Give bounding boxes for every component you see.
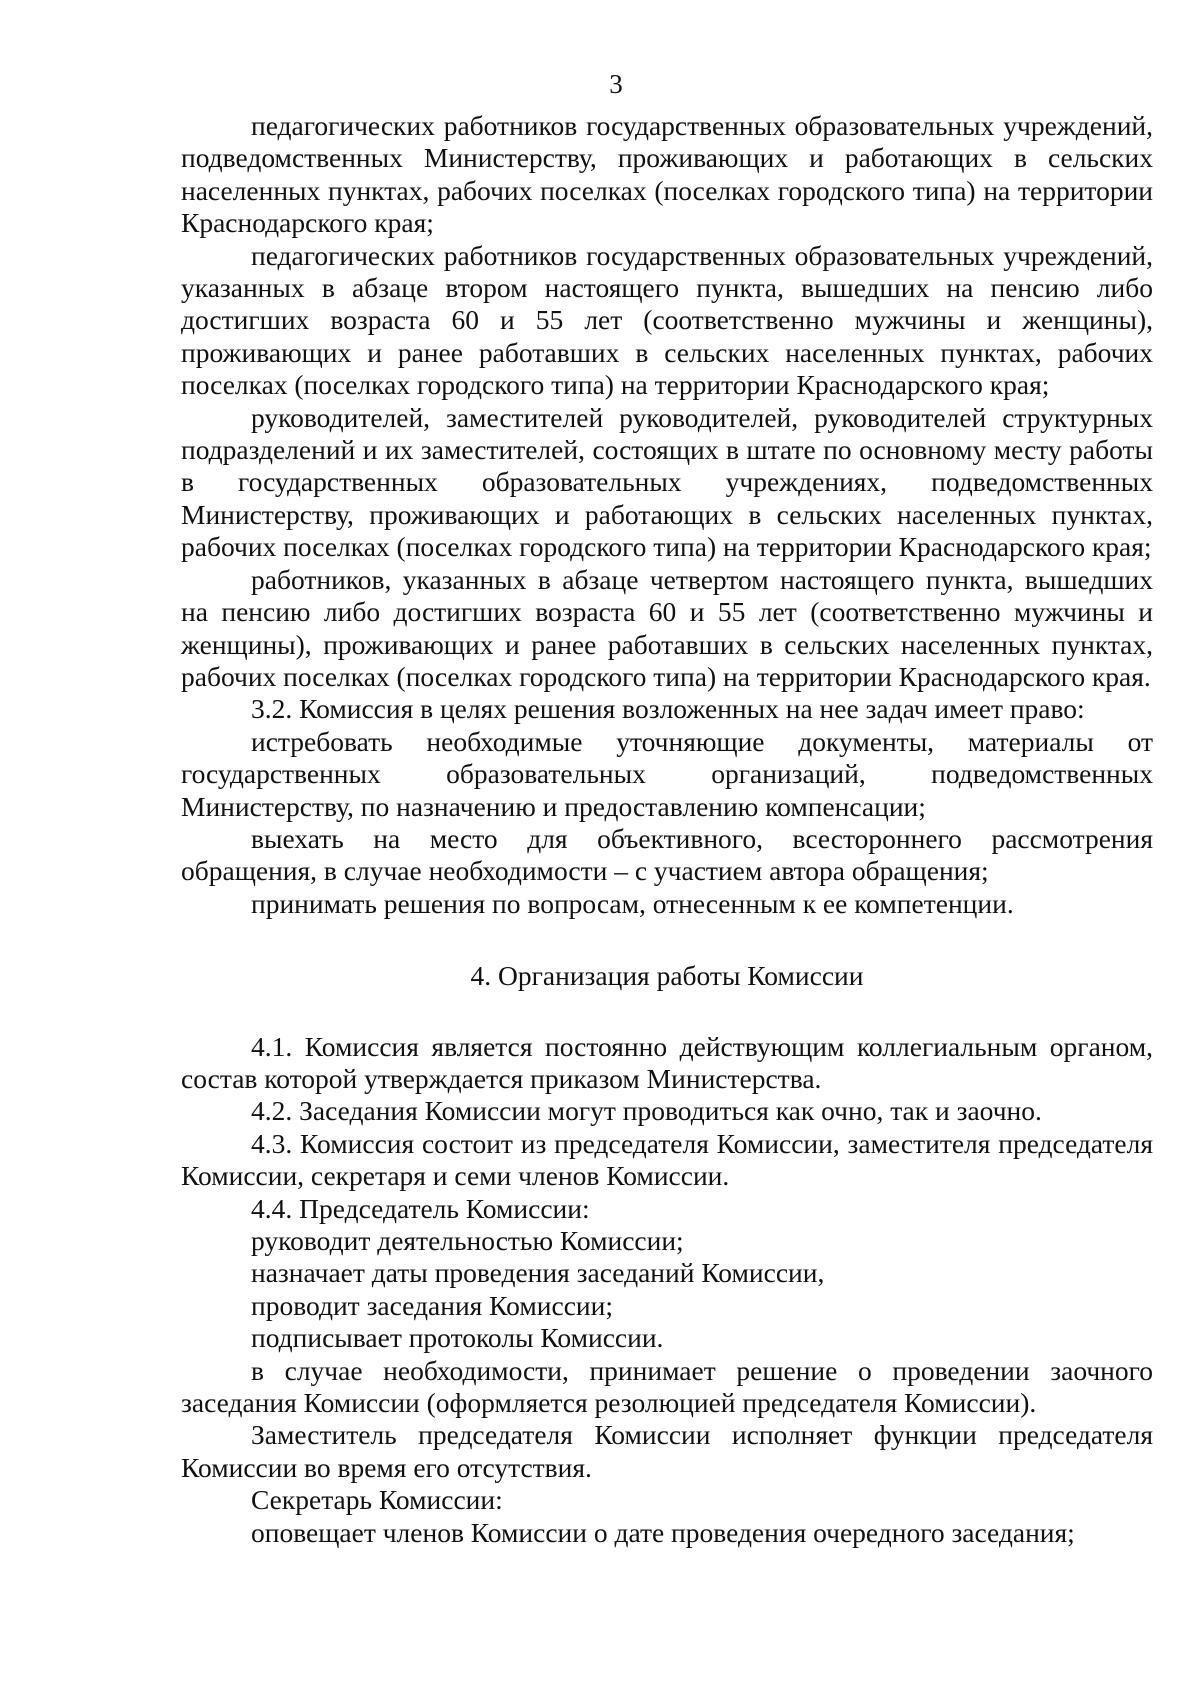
- paragraph: в случае необходимости, принимает решение о проведении заочного заседания Комиссии (оформляется резолюцией председателя Комиссии).: [181, 1354, 1153, 1419]
- document-body: [181, 110, 1153, 1549]
- paragraph: 4.2. Заседания Комиссии могут проводиться как очно, так и заочно.: [251, 1095, 1042, 1127]
- paragraph: 4.4. Председатель Комиссии:: [251, 1192, 590, 1224]
- paragraph: выехать на место для объективного, всестороннего рассмотрения обращения, в случае необходимости – с участием автора обращения;: [181, 822, 1153, 887]
- paragraph: руководителей, заместителей руководителей, руководителей структурных подразделений и их заместителей, состоящих в штате по основному месту работы в государственных образовательных учреждениях, подведомственных Министерству, проживающих и работающих в сельских населенных пунктах, рабочих поселках (поселках городского типа) на территории Краснодарского края;: [181, 401, 1153, 563]
- paragraph: руководит деятельностью Комиссии;: [251, 1225, 684, 1256]
- page-number: 3: [609, 69, 623, 99]
- paragraph: 4.1. Комиссия является постоянно действующим коллегиальным органом, состав которой утверждается приказом Министерства.: [181, 1030, 1153, 1094]
- paragraph: принимать решения по вопросам, отнесенным к ее компетенции.: [251, 887, 1014, 919]
- paragraph: работников, указанных в абзаце четвертом настоящего пункта, вышедших на пенсию либо достигших возраста 60 и 55 лет (соответственно мужчины и женщины), проживающих и ранее работавших в сельских населенных пунктах, рабочих поселках (поселках городского типа) на территории Краснодарского края.: [181, 563, 1153, 692]
- paragraph: истребовать необходимые уточняющие документы, материалы от государственных образовательных организаций, подведомственных Министерству, по назначению и предоставлению компенсации;: [181, 725, 1153, 822]
- paragraph: Секретарь Комиссии:: [251, 1484, 503, 1516]
- paragraph: Заместитель председателя Комиссии исполняет функции председателя Комиссии во время его отсутствия.: [181, 1419, 1153, 1483]
- paragraph: педагогических работников государственных образовательных учреждений, указанных в абзаце втором настоящего пункта, вышедших на пенсию либо достигших возраста 60 и 55 лет (соответственно мужчины и женщины), проживающих и ранее работавших в сельских населенных пунктах, рабочих поселках (поселках городского типа) на территории Краснодарского края;: [181, 239, 1153, 401]
- paragraph: назначает даты проведения заседаний Комиссии,: [251, 1257, 825, 1289]
- paragraph: 4.3. Комиссия состоит из председателя Комиссии, заместителя председателя Комиссии, секретаря и семи членов Комиссии.: [181, 1127, 1153, 1192]
- section-heading: 4. Организация работы Комиссии: [470, 960, 864, 992]
- paragraph: проводит заседания Комиссии;: [251, 1289, 613, 1321]
- paragraph: 3.2. Комиссия в целях решения возложенных на нее задач имеет право:: [251, 693, 1085, 725]
- paragraph: оповещает членов Комиссии о дате проведения очередного заседания;: [251, 1516, 1075, 1548]
- paragraph: подписывает протоколы Комиссии.: [251, 1322, 664, 1354]
- paragraph: педагогических работников государственных образовательных учреждений, подведомственных Министерству, проживающих и работающих в сельских населенных пунктах, рабочих поселках (поселках городского типа) на территории Краснодарского края;: [181, 110, 1153, 239]
